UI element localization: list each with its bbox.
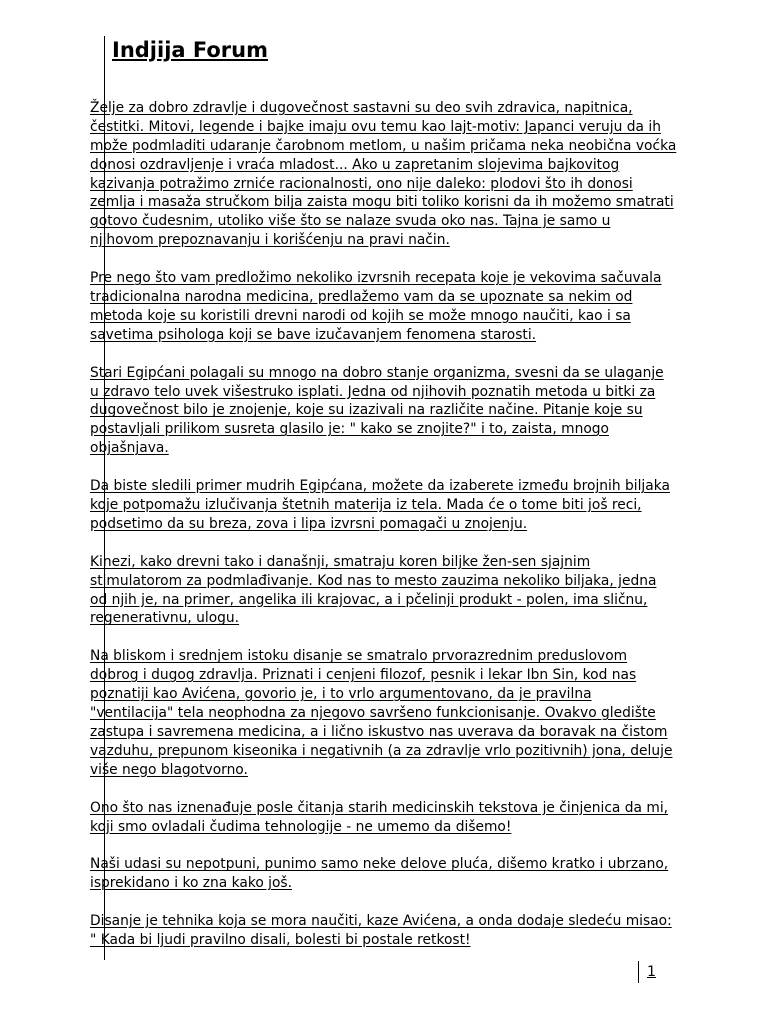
text-line: više nego blagotvorno. — [90, 761, 248, 778]
text-line: poznatiji kao Avićena, govorio je, i to vrlo argumentovano, da je pravilna — [90, 686, 592, 703]
page-title: Indjija Forum — [112, 38, 268, 62]
text-line: "ventilacija" tela neophodna za njegovo savršeno funkcionisanje. Ovakvo gledište — [90, 705, 656, 722]
paragraph — [90, 477, 740, 534]
text-line: zemlja i masaža stručkom bilja zaista mogu biti toliko korisni da ih možemo smatrati — [90, 194, 674, 211]
document-body — [90, 99, 740, 969]
text-line: dobrog i dugog zdravlja. Priznati i cenjeni filozof, pesnik i lekar Ibn Sin, kod nas — [90, 667, 637, 684]
paragraph — [90, 647, 740, 779]
paragraph — [90, 364, 740, 458]
text-line: Na bliskom i srednjem istoku disanje se smatralo prvorazrednim preduslovom — [90, 648, 628, 665]
text-line: njihovom prepoznavanju i korišćenju na pravi način. — [90, 232, 450, 249]
text-line: objašnjava. — [90, 440, 169, 457]
text-line: kazivanja potražimo zrniće racionalnosti, ono nije daleko: plodovi što ih donosi — [90, 175, 633, 192]
text-line: Da biste sledili primer mudrih Egipćana, možete da izaberete između brojnih biljaka — [90, 478, 670, 495]
text-line: isprekidano i ko zna kako još. — [90, 875, 292, 892]
text-line: koje potpomažu izlučivanja štetnih materija iz tela. Mada će o tome biti još reci, — [90, 497, 642, 514]
text-line: Stari Egipćani polagali su mnogo na dobro stanje organizma, svesni da se ulaganje — [90, 364, 664, 381]
text-line: Naši udasi su nepotpuni, punimo samo neke delove pluća, dišemo kratko i ubrzano, — [90, 856, 669, 873]
text-line: koji smo ovladali čudima tehnologije - ne umemo da dišemo! — [90, 818, 512, 835]
text-line: Disanje je tehnika koja se mora naučiti, kaze Avićena, a onda dodaje sledeću misao: — [90, 913, 672, 930]
text-line: u zdravo telo uvek višestruko isplati. Jedna od njihovih poznatih metoda u bitki za — [90, 383, 656, 400]
text-line: od njih je, na primer, angelika ili krajovac, a i pčelinji produkt - polen, ima sličnu, — [90, 591, 648, 608]
text-line: dugovečnost bilo je znojenje, koje su izazivali na različite načine. Pitanje koje su — [90, 402, 643, 419]
text-line: Kinezi, kako drevni tako i današnji, smatraju koren biljke žen-sen sjajnim — [90, 553, 591, 570]
paragraph — [90, 99, 740, 250]
text-line: postavljali prilikom susreta glasilo je: " kako se znojite?" i to, zaista, mnogo — [90, 421, 609, 438]
text-line: tradicionalna narodna medicina, predlažemo vam da se upoznate sa nekim od — [90, 289, 633, 306]
text-line: savetima psihologa koji se bave izučavanjem fenomena starosti. — [90, 326, 537, 343]
footer-divider — [638, 961, 639, 983]
text-line: zastupa i savremena medicina, a i lično iskustvo nas uverava da boravak na čistom — [90, 723, 668, 740]
text-line: Ono što nas iznenađuje posle čitanja starih medicinskih tekstova je činjenica da mi, — [90, 799, 669, 816]
text-line: donosi ozdravljenje i vraća mladost... Ako u zapretanim slojevima bajkovitog — [90, 156, 620, 173]
text-line: može podmladiti udaranje čarobnom metlom, u našim pričama neka neobična voćka — [90, 137, 677, 154]
text-line: čestitki. Mitovi, legende i bajke imaju ovu temu kao lajt-motiv: Japanci veruju da ih — [90, 118, 661, 135]
text-line: vazduhu, prepunom kiseonika i negativnih (a za zdravlje vrlo pozitivnih) jona, deluje — [90, 742, 673, 759]
paragraph — [90, 799, 740, 837]
text-line: metoda koje su koristili drevni narodi od kojih se može mnogo naučiti, kao i sa — [90, 307, 631, 324]
page-footer — [638, 960, 656, 984]
paragraph — [90, 855, 740, 893]
paragraph — [90, 912, 740, 950]
page-number: 1 — [647, 964, 656, 980]
text-line: podsetimo da su breza, zova i lipa izvrsni pomagači u znojenju. — [90, 515, 528, 532]
text-line: stimulatorom za podmlađivanje. Kod nas to mesto zauzima nekoliko biljaka, jedna — [90, 572, 657, 589]
text-line: Pre nego što vam predložimo nekoliko izvrsnih recepata koje je vekovima sačuvala — [90, 270, 662, 287]
text-line: gotovo čudesnim, utoliko više što se nalaze svuda oko nas. Tajna je samo u — [90, 213, 611, 230]
paragraph — [90, 269, 740, 345]
text-line: " Kada bi ljudi pravilno disali, bolesti bi postale retkost! — [90, 932, 471, 949]
text-line: regenerativnu, ulogu. — [90, 610, 240, 627]
paragraph — [90, 553, 740, 629]
text-line: Želje za dobro zdravlje i dugovečnost sastavni su deo svih zdravica, napitnica, — [90, 100, 633, 116]
